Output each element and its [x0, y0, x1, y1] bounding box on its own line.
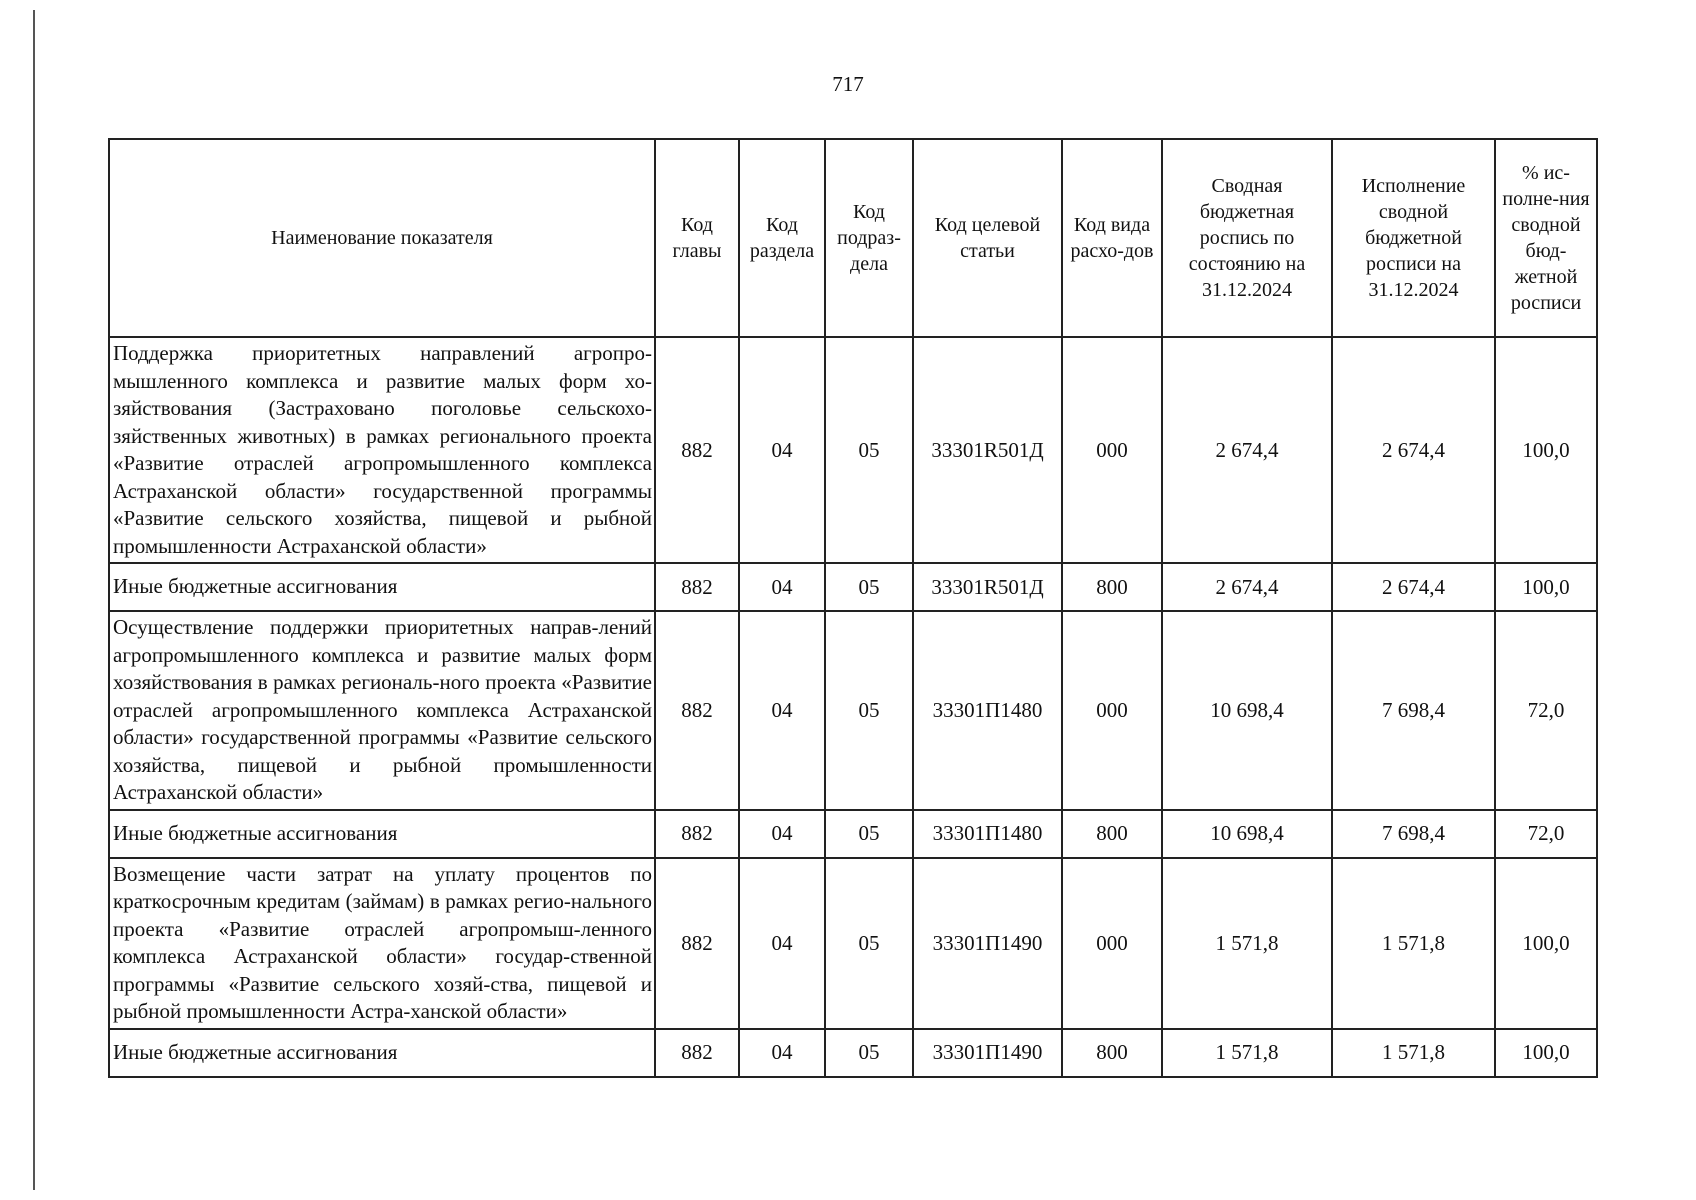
row-section: 04	[739, 563, 825, 611]
row-subsection: 05	[825, 337, 913, 563]
table-row	[109, 858, 1597, 1029]
row-execution: 1 571,8	[1332, 858, 1495, 1029]
row-chapter: 882	[655, 1029, 739, 1077]
row-section: 04	[739, 810, 825, 858]
row-section: 04	[739, 611, 825, 810]
row-execution: 2 674,4	[1332, 337, 1495, 563]
row-target: 33301П1480	[913, 810, 1062, 858]
row-budget-plan: 2 674,4	[1162, 337, 1332, 563]
row-subsection: 05	[825, 858, 913, 1029]
row-percent: 72,0	[1495, 810, 1597, 858]
row-execution: 7 698,4	[1332, 810, 1495, 858]
binding-edge-line	[33, 10, 35, 1190]
row-percent: 100,0	[1495, 563, 1597, 611]
row-subsection: 05	[825, 810, 913, 858]
row-chapter: 882	[655, 563, 739, 611]
row-subsection: 05	[825, 563, 913, 611]
header-chapter-code: Код главы	[655, 139, 739, 337]
row-budget-plan: 10 698,4	[1162, 810, 1332, 858]
row-chapter: 882	[655, 858, 739, 1029]
table-row	[109, 611, 1597, 810]
row-budget-plan: 10 698,4	[1162, 611, 1332, 810]
row-target: 33301П1490	[913, 858, 1062, 1029]
row-name: Осуществление поддержки приоритетных направ-лений агропромышленного комплекса и развитие малых форм хозяйствования в рамках региональ-ного проекта «Развитие отраслей агропромышленного комплекса Астраханской области» государственной программы «Развитие сельского хозяйства, пищевой и рыбной промышленности Астраханской области»	[109, 611, 655, 810]
row-percent: 100,0	[1495, 337, 1597, 563]
row-name: Иные бюджетные ассигнования	[109, 563, 655, 611]
header-target-code: Код целевой статьи	[913, 139, 1062, 337]
row-name: Возмещение части затрат на уплату процентов по краткосрочным кредитам (займам) в рамках регио-нального проекта «Развитие отраслей агропромыш-ленного комплекса Астраханской области» государ-ственной программы «Развитие сельского хозяй-ства, пищевой и рыбной промышленности Астра-ханской области»	[109, 858, 655, 1029]
table-row	[109, 337, 1597, 563]
row-subsection: 05	[825, 1029, 913, 1077]
row-section: 04	[739, 337, 825, 563]
header-budget-plan: Сводная бюджетная роспись по состоянию на 31.12.2024	[1162, 139, 1332, 337]
row-section: 04	[739, 1029, 825, 1077]
row-chapter: 882	[655, 337, 739, 563]
row-expense-type: 800	[1062, 810, 1162, 858]
header-execution: Исполнение сводной бюджетной росписи на 31.12.2024	[1332, 139, 1495, 337]
row-budget-plan: 1 571,8	[1162, 1029, 1332, 1077]
header-percent: % ис-полне-ния сводной бюд-жетной росписи	[1495, 139, 1597, 337]
row-expense-type: 800	[1062, 563, 1162, 611]
row-chapter: 882	[655, 810, 739, 858]
row-expense-type: 000	[1062, 611, 1162, 810]
row-name: Иные бюджетные ассигнования	[109, 1029, 655, 1077]
table-row	[109, 810, 1597, 858]
header-subsection-code: Код подраз-дела	[825, 139, 913, 337]
table-row	[109, 563, 1597, 611]
row-chapter: 882	[655, 611, 739, 810]
header-name: Наименование показателя	[109, 139, 655, 337]
row-budget-plan: 1 571,8	[1162, 858, 1332, 1029]
row-target: 33301П1490	[913, 1029, 1062, 1077]
row-expense-type: 000	[1062, 858, 1162, 1029]
row-percent: 100,0	[1495, 858, 1597, 1029]
row-section: 04	[739, 858, 825, 1029]
row-target: 33301R501Д	[913, 337, 1062, 563]
row-target: 33301R501Д	[913, 563, 1062, 611]
row-percent: 72,0	[1495, 611, 1597, 810]
row-expense-type: 000	[1062, 337, 1162, 563]
table-header-row	[109, 139, 1597, 337]
row-target: 33301П1480	[913, 611, 1062, 810]
header-expense-type-code: Код вида расхо-дов	[1062, 139, 1162, 337]
header-section-code: Код раздела	[739, 139, 825, 337]
row-name: Иные бюджетные ассигнования	[109, 810, 655, 858]
row-subsection: 05	[825, 611, 913, 810]
page-number: 717	[832, 72, 864, 96]
row-execution: 1 571,8	[1332, 1029, 1495, 1077]
row-execution: 7 698,4	[1332, 611, 1495, 810]
row-expense-type: 800	[1062, 1029, 1162, 1077]
budget-execution-table	[108, 138, 1598, 1078]
row-execution: 2 674,4	[1332, 563, 1495, 611]
table-row	[109, 1029, 1597, 1077]
row-budget-plan: 2 674,4	[1162, 563, 1332, 611]
row-name: Поддержка приоритетных направлений агропро-мышленного комплекса и развитие малых форм хо-зяйствования (Застраховано поголовье сельскохо-зяйственных животных) в рамках регионального проекта «Развитие отраслей агропромышленного комплекса Астраханской области» государственной программы «Развитие сельского хозяйства, пищевой и рыбной промышленности Астраханской области»	[109, 337, 655, 563]
row-percent: 100,0	[1495, 1029, 1597, 1077]
